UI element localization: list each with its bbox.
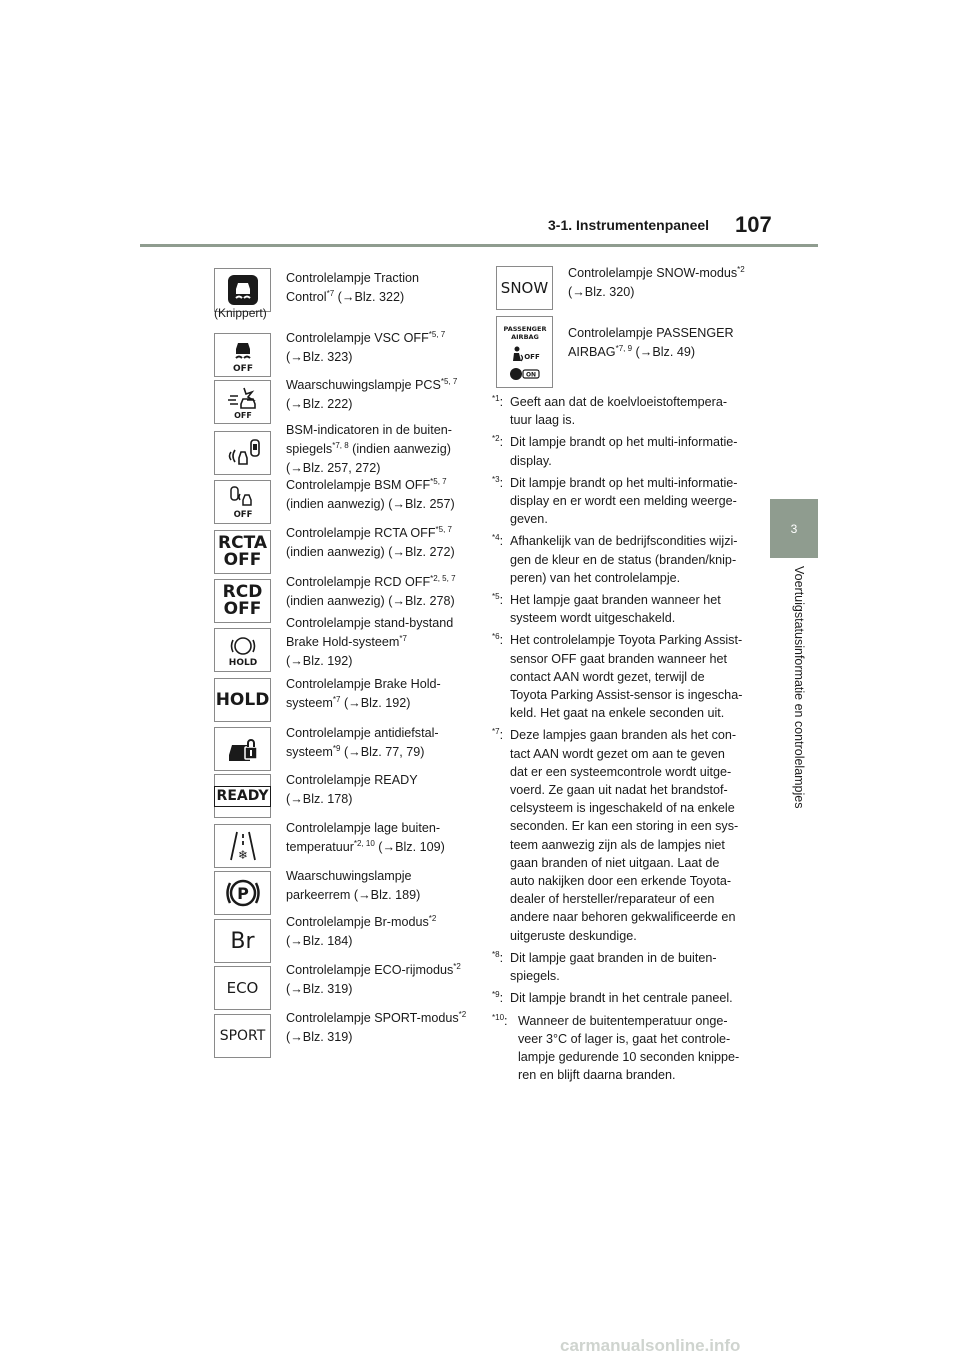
indicator-text: Controlelampje Br-modus$^{*2}$ (→Blz. 184) (286, 913, 437, 948)
indicator-text: Controlelampje BSM OFF$^{*5, 7}$ (indien aanwezig) (→Blz. 257) (286, 476, 455, 511)
indicator-text: Controlelampje Traction Control$^{*7}$ (→Blz. 322) (286, 271, 419, 304)
page-number: 107 (735, 212, 772, 237)
svg-text:OFF: OFF (233, 510, 252, 520)
bsm-icon (214, 431, 271, 475)
footnotes (492, 393, 754, 1088)
indicator-text: Waarschuwingslampje PCS$^{*5, 7}$ (→Blz. 222) (286, 376, 458, 411)
svg-text:OFF: OFF (232, 364, 253, 373)
low-temp-icon (214, 824, 271, 868)
indicator-text: Controlelampje VSC OFF$^{*5, 7}$ (→Blz. 323) (286, 329, 446, 364)
footnote: $^{*5}$: Het lampje gaat branden wanneer het systeem wordt uitgeschakeld. (492, 591, 721, 626)
footnote: $^{*7}$: Deze lampjes gaan branden als het con- tact AAN wordt gezet om aan te geven dat er een systeemcontrole wordt uitge- voerd. Ze gaan uit nadat het brandstof- celsysteem is ingeschakeld of na enkele seconden. Er kan een storing in een sys- teem aanwezig zijn als de lampjes niet gaan branden of niet uitgaan. Laat de auto nakijken door een erkende Toyota- dealer of hersteller/reparateur of een andere naar behoren gekwalificeerde en uitgeruste deskundige. (492, 727, 739, 943)
footnote: $^{*10}$: Wanneer de buitentemperatuur onge- veer 3°C of lager is, gaat het controle- lampje gedurende 10 seconden knippe- ren en blijft daarna branden. (492, 1012, 740, 1083)
footnote: $^{*3}$: Dit lampje brandt op het multi-informatie- display en er wordt een melding weerge- geven. (492, 474, 738, 527)
chapter-title: Voertuigstatusinformatie en controlelampjes (792, 566, 806, 809)
eco-icon: ECO (214, 966, 271, 1010)
indicator-text: Waarschuwingslampje parkeerrem (→Blz. 189) (286, 869, 421, 902)
svg-text:ON: ON (525, 371, 536, 379)
vsc-off-icon (214, 333, 271, 377)
indicator-text: Controlelampje Brake Hold- systeem$^{*7}$ (→Blz. 192) (286, 677, 441, 710)
watermark: carmanualsonline.info (560, 1336, 741, 1355)
icon-caption: (Knippert) (214, 306, 267, 320)
indicator-text: Controlelampje lage buiten- temperatuur$^{*2, 10}$ (→Blz. 109) (286, 821, 445, 854)
footnote: $^{*9}$: Dit lampje brandt in het centrale paneel. (492, 990, 733, 1006)
indicator-text: Controlelampje ECO-rijmodus$^{*2}$ (→Blz. 319) (286, 961, 461, 996)
footnote: $^{*6}$: Het controlelampje Toyota Parking Assist- sensor OFF gaat branden wanneer het contact AAN wordt gezet, terwijl de Toyota Parking Assist-sensor is ingescha- keld. Het gaat na enkele seconden uit. (492, 632, 743, 721)
indicator-text: Controlelampje SPORT-modus$^{*2}$ (→Blz. 319) (286, 1009, 467, 1044)
bsm-off-icon (214, 480, 271, 524)
indicator-text: Controlelampje antidiefstal- systeem$^{*9}$ (→Blz. 77, 79) (286, 726, 439, 759)
footnote: $^{*2}$: Dit lampje brandt op het multi-informatie- display. (492, 434, 738, 468)
header-rule (140, 244, 818, 247)
brake-hold-standby-icon (214, 628, 271, 672)
indicator-text: Controlelampje READY (→Blz. 178) (286, 773, 418, 806)
passenger-airbag-icon (496, 316, 553, 388)
svg-text:❄: ❄ (237, 848, 248, 862)
sport-icon: SPORT (214, 1014, 271, 1058)
hold-icon: HOLD (214, 678, 271, 722)
pcs-icon (214, 380, 271, 424)
indicator-text: BSM-indicatoren in de buiten- spiegels$^{*7, 8}$ (indien aanwezig) (→Blz. 257, 272) (286, 423, 452, 475)
svg-text:HOLD: HOLD (228, 658, 257, 668)
anti-theft-icon (214, 727, 271, 771)
section-title: 3-1. Instrumentenpaneel (548, 217, 710, 233)
svg-text:OFF: OFF (523, 353, 540, 361)
br-mode-icon: Br (214, 919, 271, 963)
indicator-text: Controlelampje RCTA OFF$^{*5, 7}$ (indien aanwezig) (→Blz. 272) (286, 524, 455, 559)
parking-brake-icon (214, 871, 271, 915)
rcd-off-icon: RCD OFF (214, 579, 271, 623)
snow-icon: SNOW (496, 266, 553, 310)
rcta-off-icon: RCTA OFF (214, 530, 271, 574)
footnote: $^{*4}$: Afhankelijk van de bedrijfscondities wijzi- gen de kleur en de status (branden/knip- peren) van het controlelampje. (492, 533, 738, 585)
indicator-text: Controlelampje SNOW-modus$^{*2}$ (→Blz. 320) (568, 264, 745, 299)
indicator-text: Controlelampje RCD OFF$^{*2, 5, 7}$ (indien aanwezig) (→Blz. 278) (286, 573, 456, 608)
svg-text:AIRBAG: AIRBAG (510, 333, 539, 341)
indicator-text: Controlelampje PASSENGER AIRBAG$^{*7, 9}$ (→Blz. 49) (568, 326, 734, 359)
svg-text:P: P (236, 884, 249, 903)
svg-text:PASSENGER: PASSENGER (503, 325, 546, 333)
footnote: $^{*1}$: Geeft aan dat de koelvloeistoftempera- tuur laag is. (492, 393, 728, 428)
svg-text:OFF: OFF (233, 411, 252, 420)
indicator-text: Controlelampje stand-bystand Brake Hold-systeem$^{*7}$ (→Blz. 192) (286, 616, 454, 668)
ready-icon: READY (214, 774, 271, 818)
chapter-tab: 3 (770, 499, 818, 558)
footnote: $^{*8}$: Dit lampje gaat branden in de buiten- spiegels. (492, 949, 717, 984)
